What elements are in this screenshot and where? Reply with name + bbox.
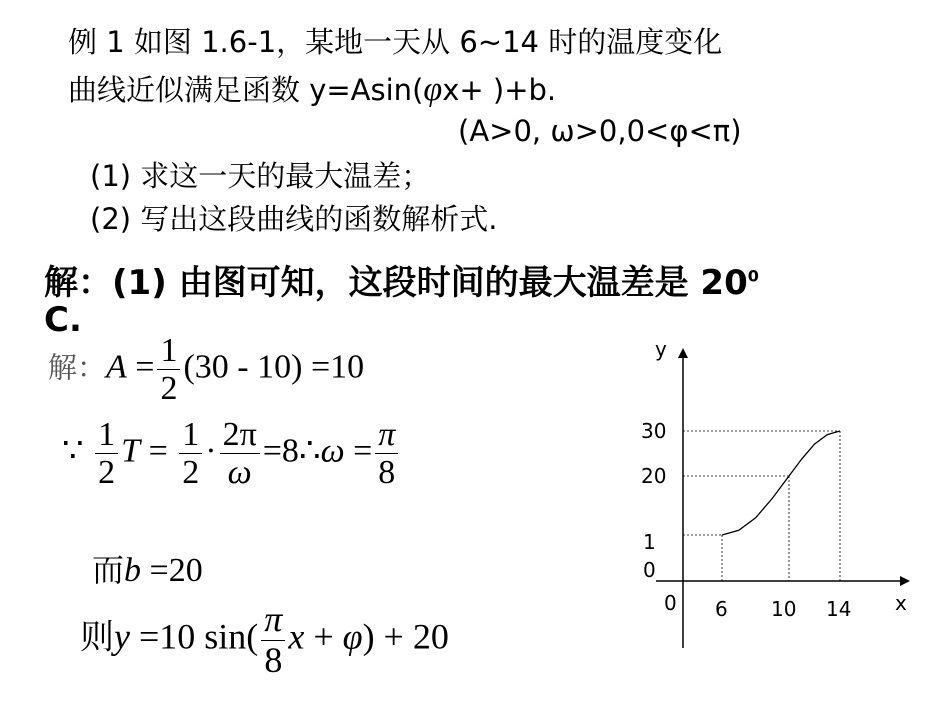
phi-symbol: φ <box>423 71 443 108</box>
eq1-rest: (30 - 10) =10 <box>183 348 365 386</box>
eq2-f4-num: π <box>375 416 398 454</box>
eq1-frac-den: 2 <box>160 370 178 408</box>
x-tick-label: 10 <box>771 597 797 621</box>
eq2-equals-2: = <box>353 432 373 470</box>
eq2-equals-1: = <box>148 432 168 470</box>
eq4-frac-num: π <box>261 600 285 641</box>
eq4-frac-den: 8 <box>264 639 283 680</box>
solution-heading-unit: C. <box>44 300 82 340</box>
problem-line-2-start: 曲线近似满足函数 y=Asin( <box>68 73 424 107</box>
degree-superscript: 0 <box>747 266 759 286</box>
question-2: (2) 写出这段曲线的函数解析式. <box>90 202 498 236</box>
eq3-rest: =20 <box>141 552 203 589</box>
problem-conditions: (A>0, ω>0,0<φ<π) <box>458 114 742 148</box>
y-tick-label: 30 <box>641 419 667 443</box>
eq2-f4-den: 8 <box>378 454 396 492</box>
eq4-plus: + <box>304 616 343 657</box>
eq3-b: b <box>124 552 142 589</box>
eq2-f3-num: 2π <box>220 416 260 454</box>
eq1-prefix: 解： <box>48 350 107 385</box>
eq2-mid: =8 <box>262 432 299 470</box>
question-1: (1) 求这一天的最大温差； <box>90 159 431 193</box>
eq1-frac-num: 1 <box>157 332 180 370</box>
x-tick-label: 6 <box>715 597 728 621</box>
eq2-f1-den: 2 <box>98 454 116 492</box>
origin-label: 0 <box>664 591 677 615</box>
because-symbol: ∵ <box>62 432 84 470</box>
eq4-post: ) + 20 <box>362 616 449 657</box>
eq4-y: y <box>114 616 130 657</box>
y-axis-arrow <box>678 348 688 358</box>
eq4-x: x <box>288 616 305 657</box>
eq2-dot: · <box>205 432 217 470</box>
eq2-period: T <box>121 432 141 470</box>
y-tick-label: 0 <box>643 558 656 582</box>
solution-heading-text: 解：(1) 由图可知，这段时间的最大温差是 20 <box>44 263 748 303</box>
eq1-equals: = <box>135 348 155 386</box>
eq4-phi: φ <box>342 616 363 657</box>
eq2-omega: ω <box>320 432 345 470</box>
therefore-symbol: ∴ <box>298 432 321 470</box>
eq2-f3-den: ω <box>227 454 252 492</box>
x-axis-arrow <box>900 576 910 586</box>
eq2-f2-num: 1 <box>179 416 202 454</box>
y-axis-label: y <box>655 337 667 361</box>
eq2-f2-den: 2 <box>182 454 200 492</box>
x-tick-label: 14 <box>826 597 852 621</box>
y-tick-label: 20 <box>641 464 667 488</box>
eq1-lhs: A <box>106 348 127 386</box>
temperature-curve <box>722 431 840 535</box>
eq3-prefix: 而 <box>92 551 125 589</box>
eq4-pre: =10 sin( <box>129 616 259 657</box>
x-axis-label: x <box>895 591 907 615</box>
eq2-f1-num: 1 <box>95 416 118 454</box>
problem-line-2-end: x+ )+b. <box>442 73 557 107</box>
problem-line-1: 例 1 如图 1.6-1，某地一天从 6~14 时的温度变化 <box>68 25 723 59</box>
y-tick-label: 1 <box>643 530 656 554</box>
eq4-prefix: 则 <box>80 617 114 658</box>
